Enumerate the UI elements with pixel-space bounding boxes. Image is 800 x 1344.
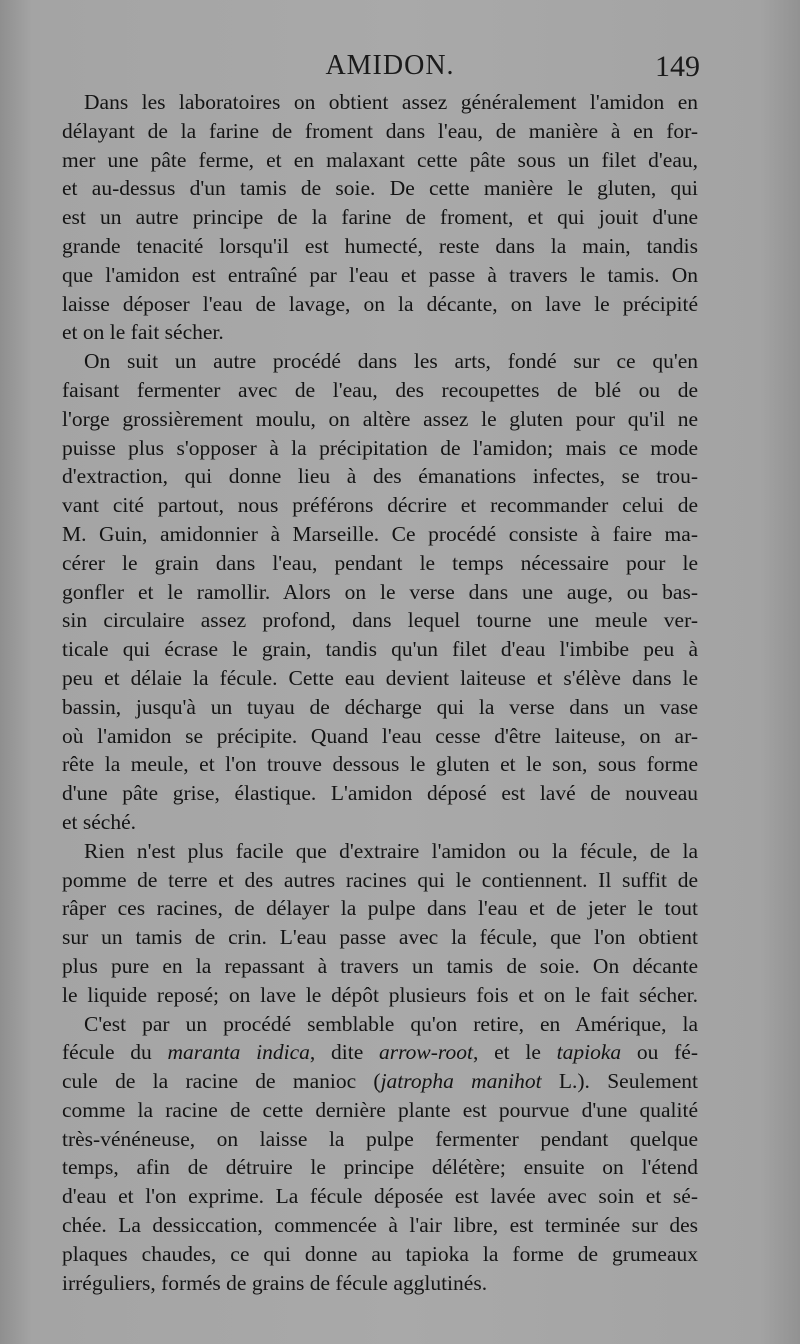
text-line: très-vénéneuse, on laisse la pulpe fermenter pendant quelque	[62, 1126, 698, 1151]
text-line: temps, afin de détruire le principe délétère; ensuite on l'étend	[62, 1155, 698, 1180]
text-run: cule de la racine de manioc (	[62, 1069, 381, 1094]
text-line: grande tenacité lorsqu'il est humecté, reste dans la main, tandis	[62, 233, 698, 258]
text-line: est un autre principe de la farine de froment, et qui jouit d'une	[62, 205, 698, 230]
page-header	[0, 50, 800, 86]
italic-term: arrow-root	[378, 1040, 473, 1065]
text-line: rête la meule, et l'on trouve dessous le gluten et le son, sous forme	[62, 752, 698, 777]
text-run: ou fé-	[621, 1040, 698, 1065]
paragraph-4	[62, 1010, 698, 1298]
text-line: sur un tamis de crin. L'eau passe avec la fécule, que l'on obtient	[62, 925, 698, 950]
text-line: M. Guin, amidonnier à Marseille. Ce procédé consiste à faire ma-	[62, 521, 698, 546]
text-line: l'orge grossièrement moulu, on altère assez le gluten pour qu'il ne	[62, 406, 698, 431]
text-line: irréguliers, formés de grains de fécule agglutinés.	[62, 1270, 488, 1295]
text-line: râper ces racines, de délayer la pulpe dans l'eau et de jeter le tout	[62, 896, 698, 921]
text-line: mer une pâte ferme, et en malaxant cette pâte sous un filet d'eau,	[62, 147, 698, 172]
text-line: gonfler et le ramollir. Alors on le verse dans une auge, ou bas-	[62, 579, 698, 604]
italic-term: maranta indica	[167, 1040, 310, 1065]
body-text	[62, 88, 698, 1297]
text-line: et on le fait sécher.	[62, 320, 224, 345]
text-line: vant cité partout, nous préférons décrire et recommander celui de	[62, 493, 698, 518]
text-line: et au-dessus d'un tamis de soie. De cette manière le gluten, qui	[62, 176, 698, 201]
text-line: bassin, jusqu'à un tuyau de décharge qui la verse dans un vase	[62, 694, 698, 719]
text-line	[62, 1067, 698, 1096]
text-line: où l'amidon se précipite. Quand l'eau cesse d'être laiteuse, on ar-	[62, 723, 698, 748]
text-line: ticale qui écrase le grain, tandis qu'un filet d'eau l'imbibe peu à	[62, 637, 698, 662]
page-number: 149	[655, 50, 700, 83]
text-run: L.). Seulement	[541, 1069, 698, 1094]
italic-term: jatropha manihot	[380, 1069, 542, 1094]
text-line: chée. La dessiccation, commencée à l'air libre, est terminée sur des	[62, 1213, 698, 1238]
text-run: fécule du	[62, 1040, 168, 1065]
text-line: Dans les laboratoires on obtient assez généralement l'amidon en	[84, 90, 698, 114]
text-line: C'est par un procédé semblable qu'on retire, en Amérique, la	[84, 1011, 698, 1036]
text-line: d'une pâte grise, élastique. L'amidon déposé est lavé de nouveau	[62, 781, 698, 806]
running-title: AMIDON.	[325, 50, 455, 81]
text-line: plus pure en la repassant à travers un tamis de soie. On décante	[62, 953, 698, 978]
text-line: d'eau et l'on exprime. La fécule déposée est lavée avec soin et sé-	[62, 1184, 698, 1209]
text-run: , et le	[472, 1040, 557, 1065]
paragraph-2	[62, 347, 698, 837]
text-line: délayant de la farine de froment dans l'eau, de manière à en for-	[62, 118, 698, 143]
paragraph-3	[62, 837, 698, 1010]
text-line: peu et délaie la fécule. Cette eau devient laiteuse et s'élève dans le	[62, 665, 698, 690]
text-line: d'extraction, qui donne lieu à des émanations infectes, se trou-	[62, 464, 698, 489]
text-line: le liquide reposé; on lave le dépôt plusieurs fois et on le fait sécher.	[62, 982, 698, 1007]
text-line: Rien n'est plus facile que d'extraire l'amidon ou la fécule, de la	[84, 838, 698, 863]
text-line: plaques chaudes, ce qui donne au tapioka la forme de grumeaux	[62, 1241, 698, 1266]
text-line: pomme de terre et des autres racines qui le contiennent. Il suffit de	[62, 867, 698, 892]
italic-term: tapioka	[556, 1040, 622, 1065]
text-line: et séché.	[62, 809, 137, 834]
text-line: faisant fermenter avec de l'eau, des recoupettes de blé ou de	[62, 377, 698, 402]
text-line: que l'amidon est entraîné par l'eau et passe à travers le tamis. On	[62, 262, 698, 287]
text-line: laisse déposer l'eau de lavage, on la décante, on lave le précipité	[62, 291, 698, 316]
text-line: comme la racine de cette dernière plante est pourvue d'une qualité	[62, 1097, 698, 1122]
text-line: On suit un autre procédé dans les arts, fondé sur ce qu'en	[84, 349, 698, 374]
text-line: puisse plus s'opposer à la précipitation de l'amidon; mais ce mode	[62, 435, 698, 460]
text-line: sin circulaire assez profond, dans lequel tourne une meule ver-	[62, 608, 698, 633]
text-line: cérer le grain dans l'eau, pendant le temps nécessaire pour le	[62, 550, 698, 575]
text-line	[62, 1038, 698, 1067]
text-run: , dite	[309, 1040, 379, 1065]
paragraph-1	[62, 88, 698, 347]
